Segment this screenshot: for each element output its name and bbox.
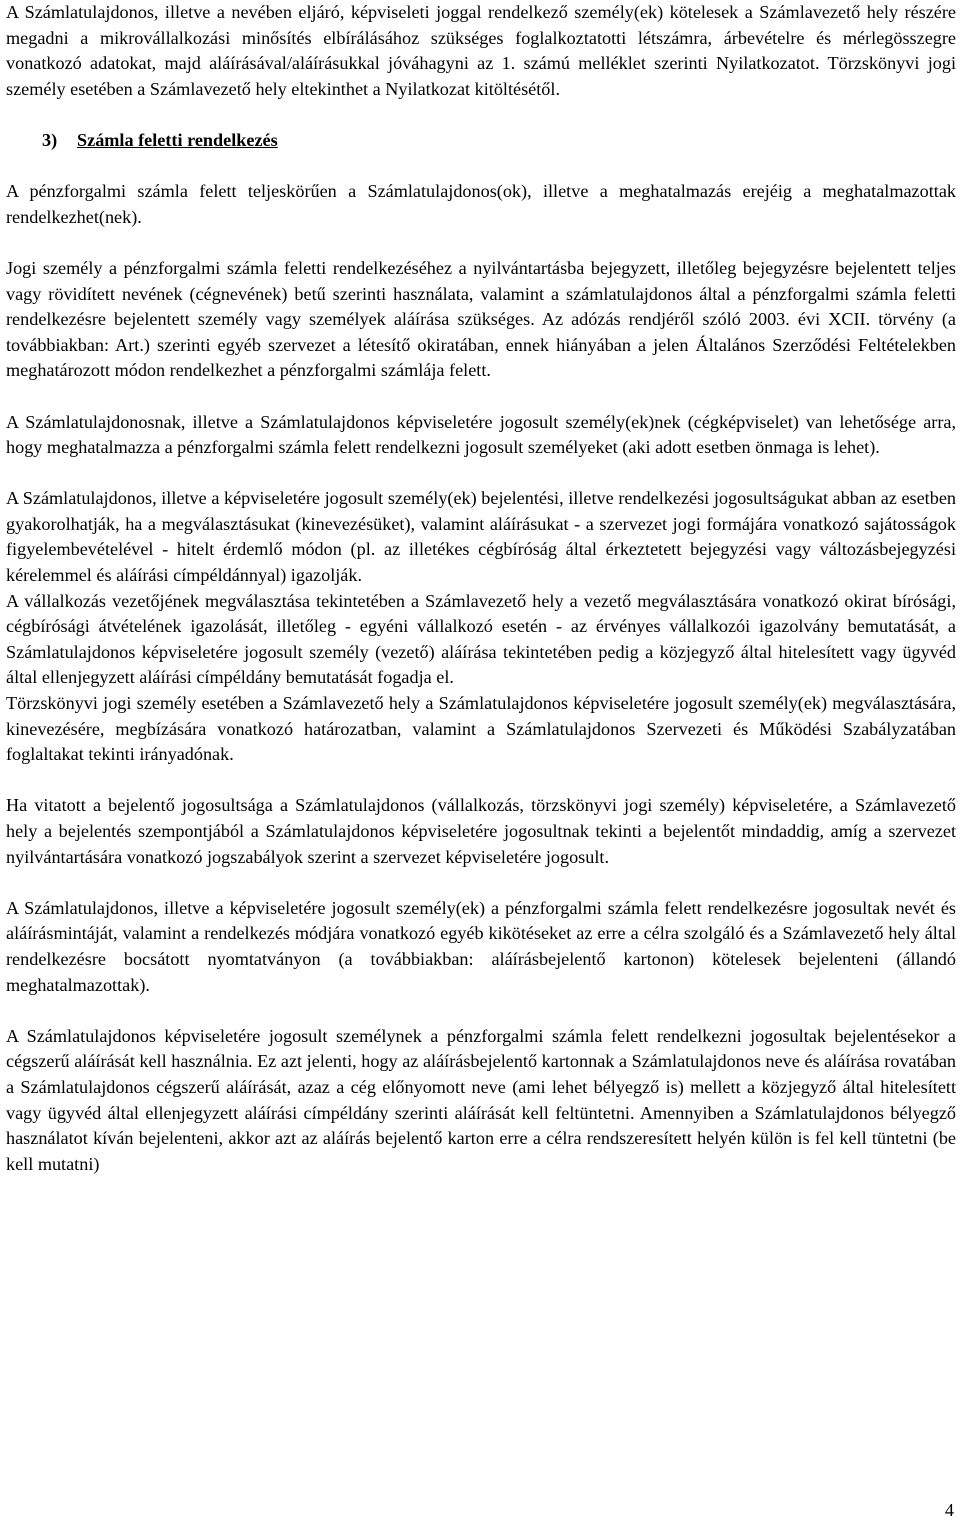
spacer — [6, 384, 956, 410]
section-number: 3) — [42, 129, 58, 150]
section-title: Számla feletti rendelkezés — [77, 129, 278, 150]
spacer — [6, 870, 956, 896]
paragraph-jogi-szemely: Jogi személy a pénzforgalmi számla feletti rendelkezéséhez a nyilvántartásba bejegyzett, illetőleg bejegyzésre bejelentett teljes vagy rövidített nevének (cégnevének) betű szerinti használata, valamint a számlatulajdonos által a pénzforgalmi számla feletti rendelkezésre bejelentett személy vagy személyek aláírása szükséges. Az adózás rendjéről szóló 2003. évi XCII. törvény (a továbbiakban: Art.) szerinti egyéb szervezet a létesítő okiratában, ennek hiányában a jelen Általános Szerződési Feltételekben meghatározott módon rendelkezhet a pénzforgalmi számlája felett. — [6, 257, 956, 381]
spacer — [6, 154, 956, 180]
paragraph-vezeto: A vállalkozás vezetőjének megválasztása tekintetében a Számlavezető hely a vezető megválasztására vonatkozó okirat bírósági, cégbírósági átvételének igazolását, illetőleg - egyéni vállalkozó esetén - az érvényes vállalkozói igazolvány bemutatását, a Számlatulajdonos képviseletére jogosult személy (vezető) aláírása tekintetében pedig a közjegyző által hitelesített vagy ügyvéd által ellenjegyzett aláírási címpéldány bemutatását fogadja el. — [6, 590, 956, 688]
paragraph-meghatalmazas: A Számlatulajdonosnak, illetve a Számlatulajdonos képviseletére jogosult személy(ek)nek (cégképviselet) van lehetősége arra, hogy meghatalmazza a pénzforgalmi számla felett rendelkezni jogosult személyeket (aki adott esetben önmaga is lehet). — [6, 411, 956, 458]
paragraph-jogosultsag: A Számlatulajdonos, illetve a képviseletére jogosult személy(ek) bejelentési, illetve rendelkezési jogosultságukat abban az esetben gyakorolhatják, ha a megválasztásukat (kinevezésüket), valamint aláírásukat - a szervezet jogi formájára vonatkozó sajátosságok figyelembevételével - hitelt érdemlő módon (pl. az illetékes cégbíróság által érkeztetett bejegyzési vagy változásbejegyzési kérelemmel és aláírási címpéldánnyal) igazolják. — [6, 488, 956, 586]
spacer — [6, 768, 956, 794]
paragraph-cegszeru-alairas: A Számlatulajdonos képviseletére jogosult személynek a pénzforgalmi számla felett rendelkezni jogosultak bejelentésekor a cégszerű aláírását kell használnia. Ez azt jelenti, hogy az aláírásbejelentő kartonnak a Számlatulajdonos neve és aláírása rovatában a Számlatulajdonos cégszerű aláírását, azaz a cég előnyomott neve (ami lehet bélyegző is) mellett a közjegyző által hitelesített vagy ügyvéd által ellenjegyzett aláírási címpéldány szerinti aláírását kell feltüntetni. Amennyiben a Számlatulajdonos bélyegző használatot kíván bejelenteni, akkor azt az aláírás bejelentő karton erre a célra rendszeresített helyén külön is fel kell tüntetni (be kell mutatni) — [6, 1025, 956, 1174]
page-number: 4 — [944, 1500, 954, 1520]
spacer — [6, 461, 956, 487]
spacer — [6, 230, 956, 256]
document-page — [6, 0, 956, 1177]
section-heading — [6, 128, 956, 154]
intro-paragraph: A Számlatulajdonos, illetve a nevében eljáró, képviseleti joggal rendelkező személy(ek) kötelesek a Számlavezető hely részére megadni a mikrovállalkozási minősítés elbírálásához szükséges foglalkoztatotti létszámra, árbevételre és mérlegösszegre vonatkozó adatokat, majd aláírásával/aláírásukkal jóváhagyni az 1. számú melléklet szerinti Nyilatkozatot. Törzskönyvi jogi személy esetében a Számlavezető hely eltekinthet a Nyilatkozat kitöltésétől. — [6, 2, 956, 99]
spacer — [6, 998, 956, 1024]
paragraph-alairasminta: A Számlatulajdonos, illetve a képviseletére jogosult személy(ek) a pénzforgalmi számla felett rendelkezésre jogosultak nevét és aláírásmintáját, valamint a rendelkezés módjára vonatkozó egyéb kikötéseket az erre a célra szolgáló és a Számlavezető hely által rendelkezésre bocsátott nyomtatványon (a továbbiakban: aláírásbejelentő kartonon) kötelesek bejelenteni (állandó meghatalmazottak). — [6, 897, 956, 995]
spacer — [6, 102, 956, 128]
paragraph-rendelkezes: A pénzforgalmi számla felett teljeskörűen a Számlatulajdonos(ok), illetve a meghatalmazás erejéig a meghatalmazottak rendelkezhet(nek). — [6, 181, 956, 227]
paragraph-vitatott: Ha vitatott a bejelentő jogosultsága a Számlatulajdonos (vállalkozás, törzskönyvi jogi személy) képviseletére, a Számlavezető hely a bejelentés szempontjából a Számlatulajdonos képviseletére jogosultnak tekinti a bejelentőt mindaddig, amíg a szervezet nyilvántartására vonatkozó jogszabályok szerint a szervezet képviseletére jogosult. — [6, 795, 956, 867]
paragraph-torzskonyvi: Törzskönyvi jogi személy esetében a Számlavezető hely a Számlatulajdonos képviseletére jogosult személy(ek) megválasztására, kinevezésére, megbízására vonatkozó határozatban, valamint a Számlatulajdonos Szervezeti és Működési Szabályzatában foglaltakat tekinti irányadónak. — [6, 693, 956, 765]
